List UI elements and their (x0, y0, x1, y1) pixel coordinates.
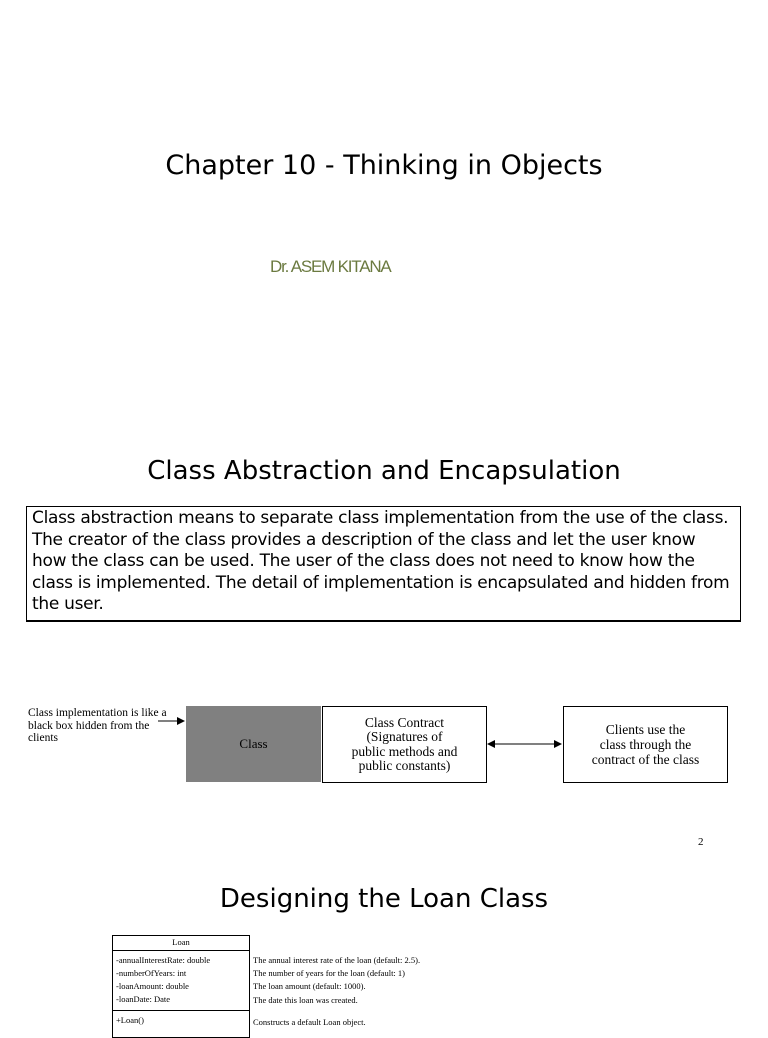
slide-title-abstraction: Class Abstraction and Encapsulation (147, 456, 621, 486)
field-description: The annual interest rate of the loan (default: 2.5). (253, 955, 421, 965)
chapter-title: Chapter 10 - Thinking in Objects (165, 150, 603, 181)
uml-class-diagram (112, 935, 250, 1038)
uml-fields (113, 951, 249, 1011)
uml-field: -numberOfYears: int (116, 968, 187, 978)
implementation-label: Class implementation is like a black box hidden from the clients (28, 707, 167, 744)
method-description: Constructs a default Loan object. (253, 1016, 366, 1027)
uml-class-name: Loan (113, 936, 249, 951)
slide-title-loan: Designing the Loan Class (219, 884, 549, 914)
uml-field: -loanDate: Date (116, 994, 171, 1004)
field-description: The loan amount (default: 1000). (253, 981, 366, 992)
clients-box: Clients use the class through the contract of the class (563, 706, 728, 783)
author-name: Dr. ASEM KITANA (270, 257, 391, 276)
definition-box: Class abstraction means to separate class implementation from the use of the class. The creator of the class provides a description of the class and let the user know how the class can be used. The user of the class does not need to know how the class is implemented. The detail of implementation is encapsulated and hidden from the user. (26, 506, 741, 622)
field-descriptions (253, 954, 420, 1029)
field-description: The number of years for the loan (default: 1) (253, 968, 405, 979)
uml-field: -loanAmount: double (116, 981, 189, 991)
class-contract-box: Class Contract (Signatures of public methods and public constants) (322, 706, 487, 783)
uml-field: -annualInterestRate: double (116, 955, 211, 965)
uml-method: +Loan() (116, 1015, 144, 1025)
uml-methods (113, 1011, 249, 1037)
page-number: 2 (698, 836, 704, 848)
field-description: The date this loan was created. (253, 994, 358, 1005)
class-box-label: Class (239, 736, 268, 751)
